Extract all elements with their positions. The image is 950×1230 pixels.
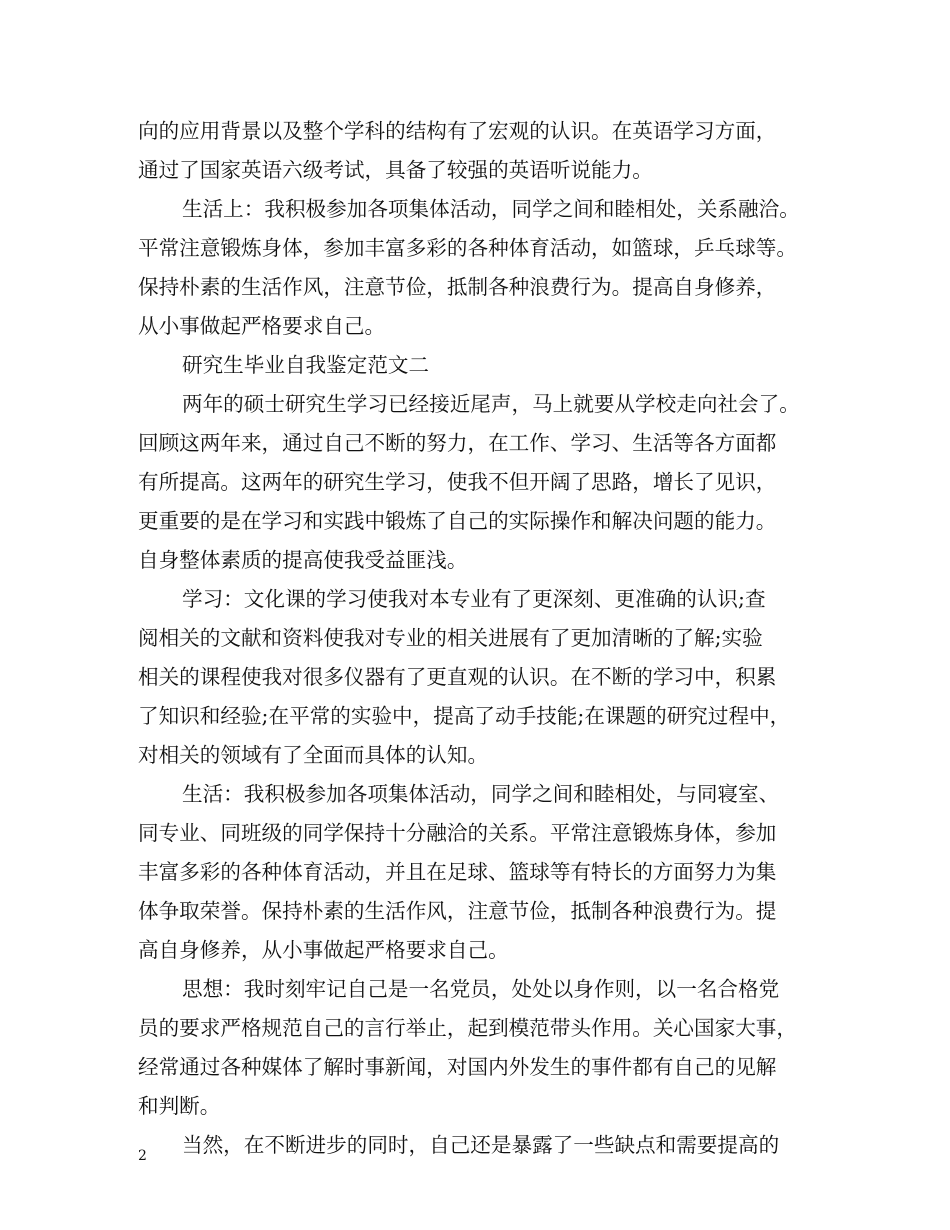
text-line: 当然，在不断进步的同时，自己还是暴露了一些缺点和需要提高的 [182,1133,780,1157]
text-line: 生活上：我积极参加各项集体活动，同学之间和睦相处，关系融洽。 [182,197,800,221]
text-line: 相关的课程使我对很多仪器有了更直观的认识。在不断的学习中，积累 [138,665,777,689]
text-line: 研究生毕业自我鉴定范文二 [182,353,430,377]
text-line: 对相关的领域有了全面而具体的认知。 [138,743,489,767]
text-line: 经常通过各种媒体了解时事新闻，对国内外发生的事件都有自己的见解 [138,1055,777,1079]
text-line: 生活：我积极参加各项集体活动，同学之间和睦相处，与同寝室、 [182,782,780,806]
text-line: 向的应用背景以及整个学科的结构有了宏观的认识。在英语学习方面， [138,119,777,143]
text-line: 通过了国家英语六级考试，具备了较强的英语听说能力。 [138,158,653,182]
text-line: 了知识和经验;在平常的实验中，提高了动手技能;在课题的研究过程中， [138,704,791,728]
text-line: 回顾这两年来，通过自己不断的努力，在工作、学习、生活等各方面都 [138,431,777,455]
text-line: 和判断。 [138,1094,221,1118]
text-line: 两年的硕士研究生学习已经接近尾声，马上就要从学校走向社会了。 [182,392,800,416]
page-number: 2 [138,1148,147,1164]
text-line: 丰富多彩的各种体育活动，并且在足球、篮球等有特长的方面努力为集 [138,860,777,884]
text-line: 自身整体素质的提高使我受益匪浅。 [138,548,468,572]
text-line: 阅相关的文献和资料使我对专业的相关进展有了更加清晰的了解;实验 [138,626,763,650]
text-line: 保持朴素的生活作风，注意节俭，抵制各种浪费行为。提高自身修养， [138,275,777,299]
text-line: 从小事做起严格要求自己。 [138,314,386,338]
text-line: 更重要的是在学习和实践中锻炼了自己的实际操作和解决问题的能力。 [138,509,777,533]
text-line: 平常注意锻炼身体，参加丰富多彩的各种体育活动，如篮球，乒乓球等。 [138,236,797,260]
text-line: 有所提高。这两年的研究生学习，使我不但开阔了思路，增长了见识， [138,470,777,494]
text-line: 高自身修养，从小事做起严格要求自己。 [138,938,509,962]
body-text [138,112,828,1165]
text-line: 思想：我时刻牢记自己是一名党员，处处以身作则，以一名合格党 [182,977,780,1001]
text-line: 学习：文化课的学习使我对本专业有了更深刻、更准确的认识;查 [182,587,766,611]
text-line: 员的要求严格规范自己的言行举止，起到模范带头作用。关心国家大事， [138,1016,797,1040]
text-line: 同专业、同班级的同学保持十分融洽的关系。平常注意锻炼身体，参加 [138,821,777,845]
text-line: 体争取荣誉。保持朴素的生活作风，注意节俭，抵制各种浪费行为。提 [138,899,777,923]
